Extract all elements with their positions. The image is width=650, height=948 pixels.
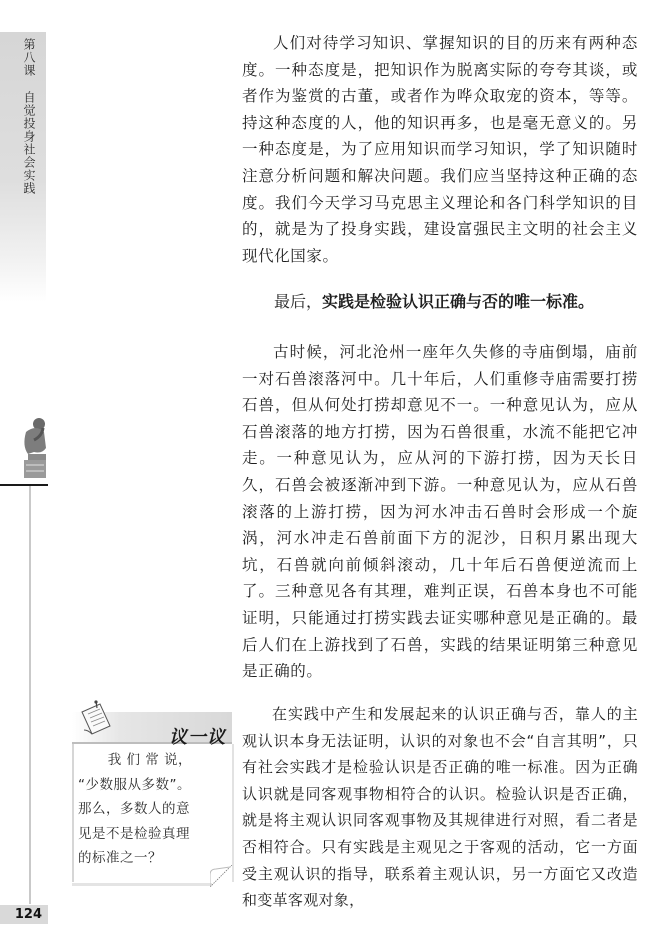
paragraph-text: 古时候，河北沧州一座年久失修的寺庙倒塌，庙前一对石兽滚落河中。几十年后，人们重修寺庙需要打捞石兽，但从何处打捞却意见不一。一种意见认为，应从石兽滚落的地方打捞，因为石兽很重，水流不能把它冲走。一种意见认为，应从河的下游打捞，因为天长日久，石兽会被逐渐冲到下游。一种意见认为，应从石兽滚落的上游打捞，因为河水冲击石兽时会形成一个旋涡，河水冲走石兽前面下方的泥沙，日积月累出现大坑，石兽就向前倾斜滚动，几十年后石兽便逆流而上了。三种意见各有其理，难判正误，石兽本身也不可能证明，只能通过打捞实践去证实哪种意见是正确的。最后人们在上游找到了石兽，实践的结果证明第三种意见是正确的。 bbox=[242, 343, 638, 681]
discussion-line: 见是不是检验真理 bbox=[78, 825, 190, 842]
discussion-line: 那么，多数人的意 bbox=[78, 801, 190, 817]
thinker-statue-icon bbox=[12, 410, 50, 480]
chapter-running-title bbox=[20, 38, 36, 195]
margin-vertical-line bbox=[29, 486, 31, 904]
pinned-note-icon bbox=[78, 700, 114, 740]
paragraph-2 bbox=[242, 339, 638, 685]
paragraph-3 bbox=[242, 701, 638, 914]
heading-emphasis: 实践是检验认识正确与否的唯一标准。 bbox=[322, 292, 595, 311]
page-number: 124 bbox=[0, 905, 48, 924]
lesson-label: 第八课 bbox=[22, 38, 36, 77]
paragraph-text: 人们对待学习知识、掌握知识的目的历来有两种态度。一种态度是，把知识作为脱离实际的夸夸其谈，或者作为鉴赏的古董，或者作为哗众取宠的资本，等等。持这种态度的人，他的知识再多，也是毫无意义的。另一种态度是，为了应用知识而学习知识，学了知识随时注意分析问题和解决问题。我们应当坚持这种正确的态度。我们今天学习马克思主义理论和各门科学知识的目的，就是为了投身实践，建设富强民主文明的社会主义现代化国家。 bbox=[242, 34, 638, 265]
paragraph-text: 在实践中产生和发展起来的认识正确与否，靠人的主观认识本身无法证明，认识的对象也不会“自言其明”，只有社会实践才是检验认识是否正确的唯一标准。因为正确认识就是同客观事物相符合的认识。检验认识是否正确，就是将主观认识同客观事物及其规律进行对照，看二者是否相符合。只有实践是主观见之于客观的活动，它一方面受主观认识的指导，联系着主观认识，另一方面它又改造和变革客观对象， bbox=[242, 705, 638, 910]
discussion-line: “少数服从多数”。 bbox=[78, 776, 191, 793]
discussion-question bbox=[78, 748, 226, 871]
discussion-title: 议一议 bbox=[169, 727, 226, 748]
discussion-line: 我 们 常 说， bbox=[107, 752, 193, 768]
margin-divider bbox=[0, 484, 48, 486]
chapter-title: 自觉投身社会实践 bbox=[22, 91, 36, 195]
discussion-frame-bottom bbox=[72, 883, 212, 886]
heading-lead: 最后， bbox=[274, 292, 323, 311]
section-heading bbox=[242, 289, 638, 315]
paragraph-1 bbox=[242, 30, 638, 269]
discussion-box bbox=[66, 700, 232, 890]
discussion-line: 的标准之一？ bbox=[78, 850, 162, 866]
